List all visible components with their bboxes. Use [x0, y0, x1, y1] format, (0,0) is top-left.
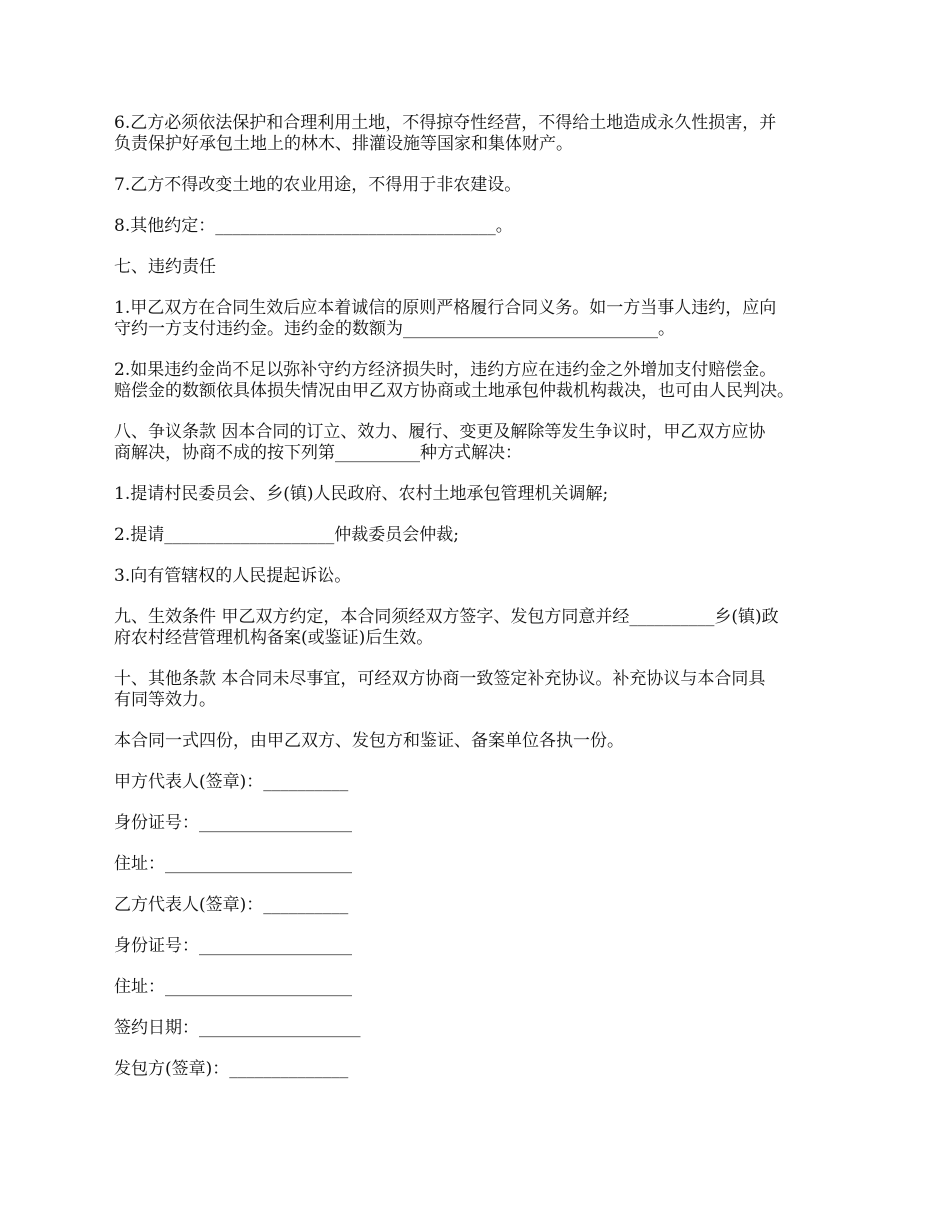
clause-line: 1.提请村民委员会、乡(镇)人民政府、农村土地承包管理机关调解; [114, 484, 609, 504]
clause-line: 守约一方支付违约金。违约金的数额为______________________________。 [114, 319, 675, 339]
clause-line: 负责保护好承包土地上的林木、排灌设施等国家和集体财产。 [114, 134, 573, 154]
clause-line: 十、其他条款 本合同未尽事宜，可经双方协商一致签定补充协议。补充协议与本合同具 [114, 669, 766, 689]
clause-line: 7.乙方不得改变土地的农业用途，不得用于非农建设。 [114, 175, 522, 195]
clause-line: 3.向有管辖权的人民提起诉讼。 [114, 566, 352, 586]
party-b-id-number: 身份证号：__________________ [114, 936, 352, 956]
clause-line: 八、争议条款 因本合同的订立、效力、履行、变更及解除等发生争议时，甲乙双方应协 [114, 422, 766, 442]
clause-7 [114, 175, 854, 196]
dispute-option-1 [114, 484, 854, 505]
clause-8-other-agreement [114, 216, 854, 237]
party-b-representative-signature: 乙方代表人(签章)：__________ [114, 895, 349, 915]
clause-line: 6.乙方必须依法保护和合理利用土地，不得掠夺性经营，不得给土地造成永久性损害，并 [114, 113, 777, 133]
section-effective-conditions [114, 607, 854, 649]
breach-clause-2 [114, 360, 854, 402]
section-other-terms [114, 669, 854, 711]
clause-line: 有同等效力。 [114, 690, 216, 710]
contract-page [114, 113, 854, 1100]
clause-line: 本合同一式四份，由甲乙双方、发包方和鉴证、备案单位各执一份。 [114, 731, 624, 751]
contract-issuer-signature: 发包方(签章)：______________ [114, 1059, 349, 1079]
copies-statement [114, 731, 854, 752]
dispute-option-3 [114, 566, 854, 587]
signing-date: 签约日期：___________________ [114, 1018, 361, 1038]
party-a-address: 住址：______________________ [114, 854, 352, 874]
clause-line: 府农村经营管理机构备案(或鉴证)后生效。 [114, 628, 434, 648]
clause-line: 商解决，协商不成的按下列第__________种方式解决： [114, 443, 522, 463]
clause-line: 2.提请____________________仲裁委员会仲裁; [114, 525, 459, 545]
party-b-address: 住址：______________________ [114, 977, 352, 997]
breach-clause-1 [114, 298, 854, 340]
section-dispute-clause [114, 422, 854, 464]
section-heading-breach-liability [114, 257, 854, 278]
party-a-representative-signature: 甲方代表人(签章)：__________ [114, 772, 349, 792]
party-a-id-number: 身份证号：__________________ [114, 813, 352, 833]
clause-line: 2.如果违约金尚不足以弥补守约方经济损失时，违约方应在违约金之外增加支付赔偿金。 [114, 360, 777, 380]
dispute-option-2 [114, 525, 854, 546]
clause-line: 8.其他约定：_________________________________。 [114, 216, 513, 236]
clause-6 [114, 113, 854, 155]
section-heading: 七、违约责任 [114, 257, 216, 277]
clause-line: 1.甲乙双方在合同生效后应本着诚信的原则严格履行合同义务。如一方当事人违约，应向 [114, 298, 777, 318]
clause-line: 赔偿金的数额依具体损失情况由甲乙双方协商或土地承包仲裁机构裁决，也可由人民判决。 [114, 381, 794, 401]
clause-line: 九、生效条件 甲乙双方约定，本合同须经双方签字、发包方同意并经__________乡(镇)政 [114, 607, 779, 627]
